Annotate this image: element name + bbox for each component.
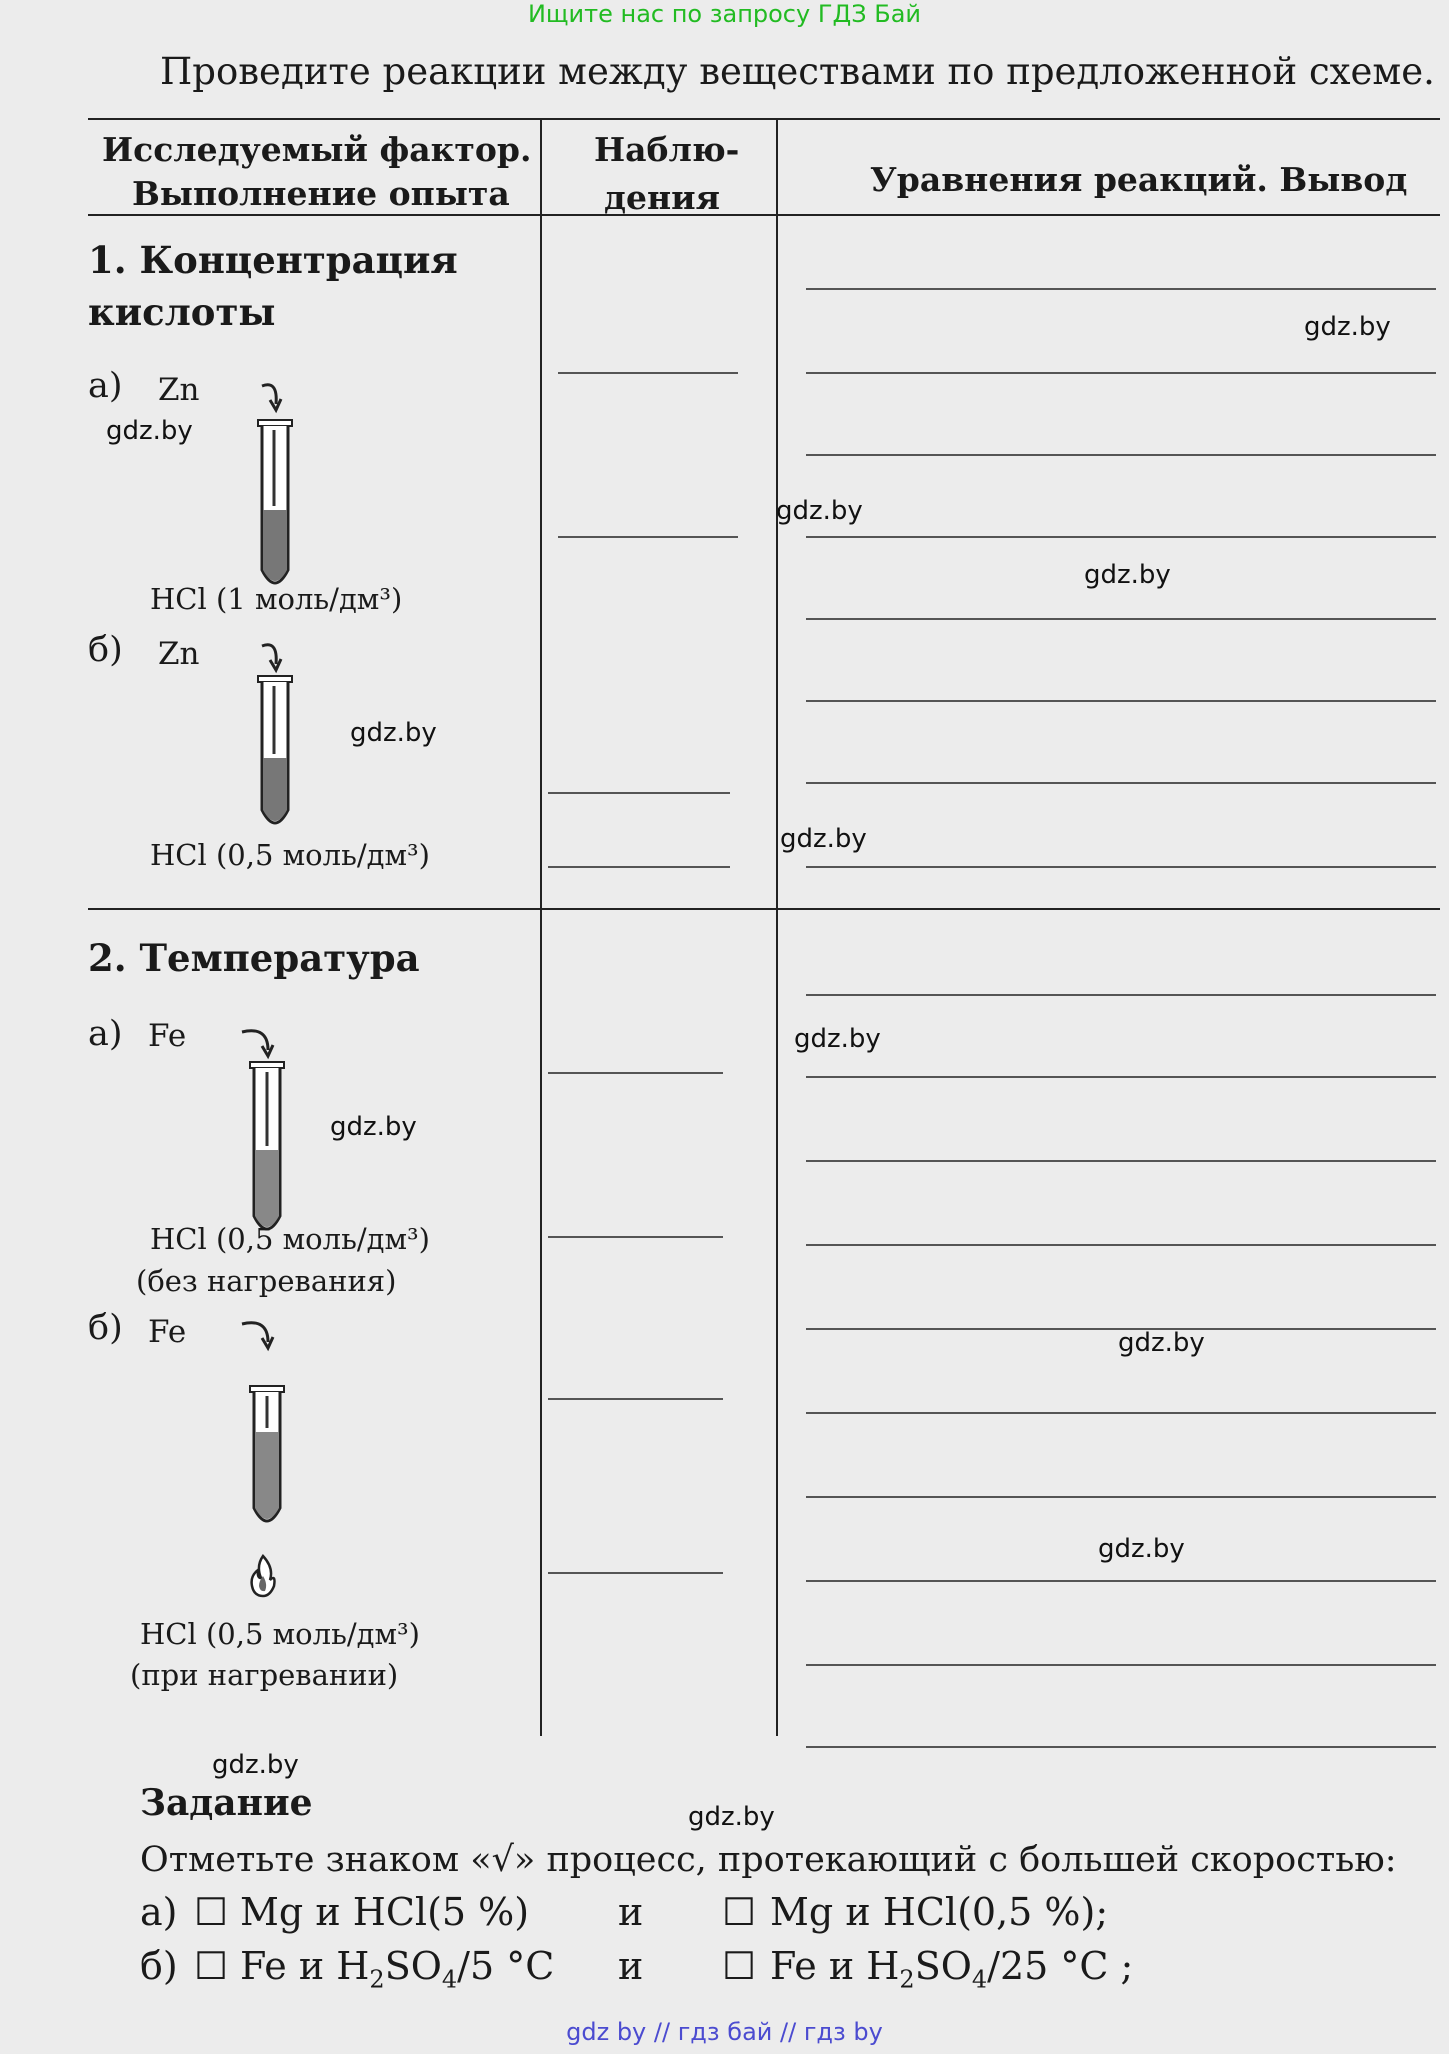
task-row-a-and: и: [618, 1890, 644, 1934]
header-factor-line2: Выполнение опыта: [132, 174, 510, 213]
answer-line[interactable]: [806, 700, 1436, 702]
answer-line[interactable]: [548, 1572, 723, 1574]
answer-line[interactable]: [558, 372, 738, 374]
watermark: gdz.by: [1118, 1328, 1205, 1358]
column-divider-1: [540, 118, 542, 1736]
watermark: gdz.by: [1084, 560, 1171, 590]
answer-line[interactable]: [806, 1496, 1436, 1498]
task-row-b-left: Fe и $H_2SO_4/5$ °C: [240, 1944, 555, 1994]
answer-line[interactable]: [806, 1580, 1436, 1582]
answer-line[interactable]: [806, 1412, 1436, 1414]
task-row-b-label: б): [140, 1944, 178, 1988]
section2-title: 2. Температура: [88, 936, 420, 980]
column-divider-2: [776, 118, 778, 1736]
header-factor-line1: Исследуемый фактор.: [102, 130, 532, 169]
answer-line[interactable]: [806, 782, 1436, 784]
answer-line[interactable]: [548, 1236, 723, 1238]
section2-a-label: а): [88, 1014, 123, 1054]
section1-a-label: а): [88, 366, 123, 406]
test-tube-icon: [240, 630, 320, 830]
task-row-a-left: Mg и HCl(5 %): [240, 1890, 530, 1934]
answer-line[interactable]: [548, 866, 730, 868]
section2-b-label: б): [88, 1308, 123, 1348]
checkbox-b-left[interactable]: ☐: [194, 1944, 229, 1988]
bottom-banner[interactable]: gdz by // гдз бай // гдз by: [566, 2018, 883, 2046]
watermark: gdz.by: [1098, 1534, 1185, 1564]
task-row-b-and: и: [618, 1944, 644, 1988]
watermark: gdz.by: [688, 1802, 775, 1832]
checkbox-b-right[interactable]: ☐: [722, 1944, 757, 1988]
top-banner[interactable]: Ищите нас по запросу ГДЗ Бай: [527, 0, 922, 28]
task-row-b-right: Fe и $H_2SO_4/25$ °C ;: [770, 1944, 1134, 1994]
intro-text: Проведите реакции между веществами по предложенной схеме.: [160, 50, 1435, 93]
section1-a-caption: HCl (1 моль/дм³): [150, 582, 403, 616]
answer-line[interactable]: [806, 1746, 1436, 1748]
header-equations: Уравнения реакций. Вывод: [870, 160, 1408, 199]
section2-a-metal: Fe: [148, 1018, 187, 1054]
section1-b-caption: HCl (0,5 моль/дм³): [150, 838, 430, 872]
task-instruction: Отметьте знаком «√» процесс, протекающий с большей скоростью:: [140, 1840, 1397, 1880]
answer-line[interactable]: [806, 536, 1436, 538]
checkbox-a-left[interactable]: ☐: [194, 1890, 229, 1934]
answer-line[interactable]: [548, 1398, 723, 1400]
task-row-a-right: Mg и HCl(0,5 %);: [770, 1890, 1109, 1934]
watermark: gdz.by: [794, 1024, 881, 1054]
section1-a-metal: Zn: [158, 372, 200, 408]
watermark: gdz.by: [212, 1750, 299, 1780]
answer-line[interactable]: [806, 866, 1436, 868]
answer-line[interactable]: [806, 1160, 1436, 1162]
answer-line[interactable]: [806, 454, 1436, 456]
table-top-border: [88, 118, 1440, 120]
answer-line[interactable]: [806, 288, 1436, 290]
watermark: gdz.by: [330, 1112, 417, 1142]
answer-line[interactable]: [806, 1076, 1436, 1078]
section2-a-caption: HCl (0,5 моль/дм³): [150, 1222, 430, 1256]
section1-title-line2: кислоты: [88, 290, 276, 334]
answer-line[interactable]: [806, 994, 1436, 996]
watermark: gdz.by: [106, 416, 193, 446]
section2-b-metal: Fe: [148, 1314, 187, 1350]
flame-icon: [248, 1554, 278, 1598]
test-tube-icon: [234, 1020, 314, 1240]
answer-line[interactable]: [548, 1072, 723, 1074]
checkbox-a-right[interactable]: ☐: [722, 1890, 757, 1934]
section-divider: [88, 908, 1440, 910]
watermark: gdz.by: [1304, 312, 1391, 342]
header-obs-line2: дения: [604, 178, 720, 217]
answer-line[interactable]: [558, 536, 738, 538]
section1-b-label: б): [88, 630, 123, 670]
section2-a-note: (без нагревания): [136, 1264, 397, 1298]
watermark: gdz.by: [776, 496, 863, 526]
section2-b-note: (при нагревании): [130, 1658, 399, 1692]
section2-b-caption: HCl (0,5 моль/дм³): [140, 1617, 420, 1651]
section1-b-metal: Zn: [158, 636, 200, 672]
answer-line[interactable]: [806, 1664, 1436, 1666]
watermark: gdz.by: [350, 718, 437, 748]
answer-line[interactable]: [806, 618, 1436, 620]
watermark: gdz.by: [780, 824, 867, 854]
header-obs-line1: Наблю-: [594, 130, 740, 169]
answer-line[interactable]: [806, 1244, 1436, 1246]
task-title: Задание: [140, 1782, 313, 1824]
section1-title-line1: 1. Концентрация: [88, 238, 458, 282]
answer-line[interactable]: [548, 792, 730, 794]
task-row-a-label: а): [140, 1890, 178, 1934]
test-tube-icon: [240, 370, 320, 600]
answer-line[interactable]: [806, 372, 1436, 374]
